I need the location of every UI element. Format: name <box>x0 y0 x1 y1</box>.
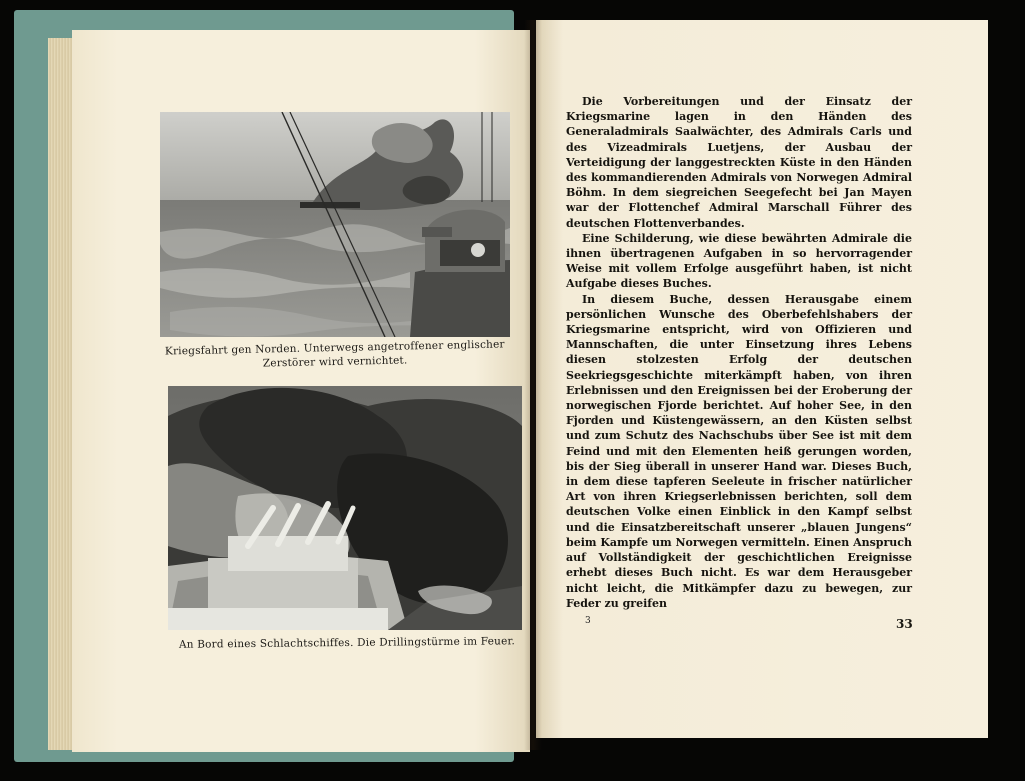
page-number: 33 <box>896 617 913 631</box>
photo-battleship-turrets <box>168 386 522 630</box>
paragraph-3: In diesem Buche, dessen Herausgabe einem persönlichen Wunsche des Oberbefehlshabers der Kriegsmarine entspricht, wird von Offizieren und Mannschaften, die unter Einsetzung ihres Lebens diesen stolzesten Erfolg der deutschen Seekriegsgeschichte miterkämpft haben, von ihren Erlebnissen und den Ereignissen bei der Eroberung der norwegischen Fjorde berichtet. Auf hoher See, in den Fjorden und Küstengewässern, an den Küsten selbst und zum Schutz des Nachschubs über See ist mit dem Feind und mit den Elementen heiß gerungen worden, bis der Sieg überall in unserer Hand war. Dieses Buch, in dem diese tapferen Seeleute in frischer natürlicher Art von ihren Kriegserlebnissen berichten, soll dem deutschen Volke einen Einblick in den Kampf selbst und die Einsatzbereitschaft unserer „blauen Jungens“ beim Kampfe um Norwegen vermitteln. Einen Anspruch auf Vollständigkeit der geschichtlichen Ereignisse erhebt dieses Buch nicht. Es war dem Herausgeber nicht leicht, die Mitkämpfer dazu zu bewegen, zur Feder zu greifen <box>566 292 912 610</box>
signature-mark: 3 <box>585 616 591 626</box>
book-gutter <box>524 20 542 750</box>
paragraph-2: Eine Schilderung, wie diese bewährten Admirale die ihnen übertragenen Aufgaben in so hervorragender Weise mit vollem Erfolge ausgeführt haben, ist nicht Aufgabe dieses Buches. <box>566 231 912 291</box>
photo1-caption-line2: Zerstörer wird vernichtet. <box>262 354 408 370</box>
body-text <box>566 94 912 611</box>
photo2-caption: An Bord eines Schlachtschiffes. Die Drillingstürme im Feuer. <box>178 635 516 651</box>
photo-destroyer <box>160 112 510 337</box>
paragraph-1: Die Vorbereitungen und der Einsatz der Kriegsmarine lagen in den Händen des Generaladmirals Saalwächter, des Admirals Carls und des Vizeadmirals Luetjens, der Ausbau der Verteidigung der langgestreckten Küste in den Händen des kommandierenden Admirals von Norwegen Admiral Böhm. In dem siegreichen Seegefecht bei Jan Mayen war der Flottenchef Admiral Marschall Führer des deutschen Flottenverbandes. <box>566 95 912 230</box>
page-edges <box>48 38 74 750</box>
photo1-caption-line1: Kriegsfahrt gen Norden. Unterwegs angetroffener englischer <box>164 338 505 358</box>
